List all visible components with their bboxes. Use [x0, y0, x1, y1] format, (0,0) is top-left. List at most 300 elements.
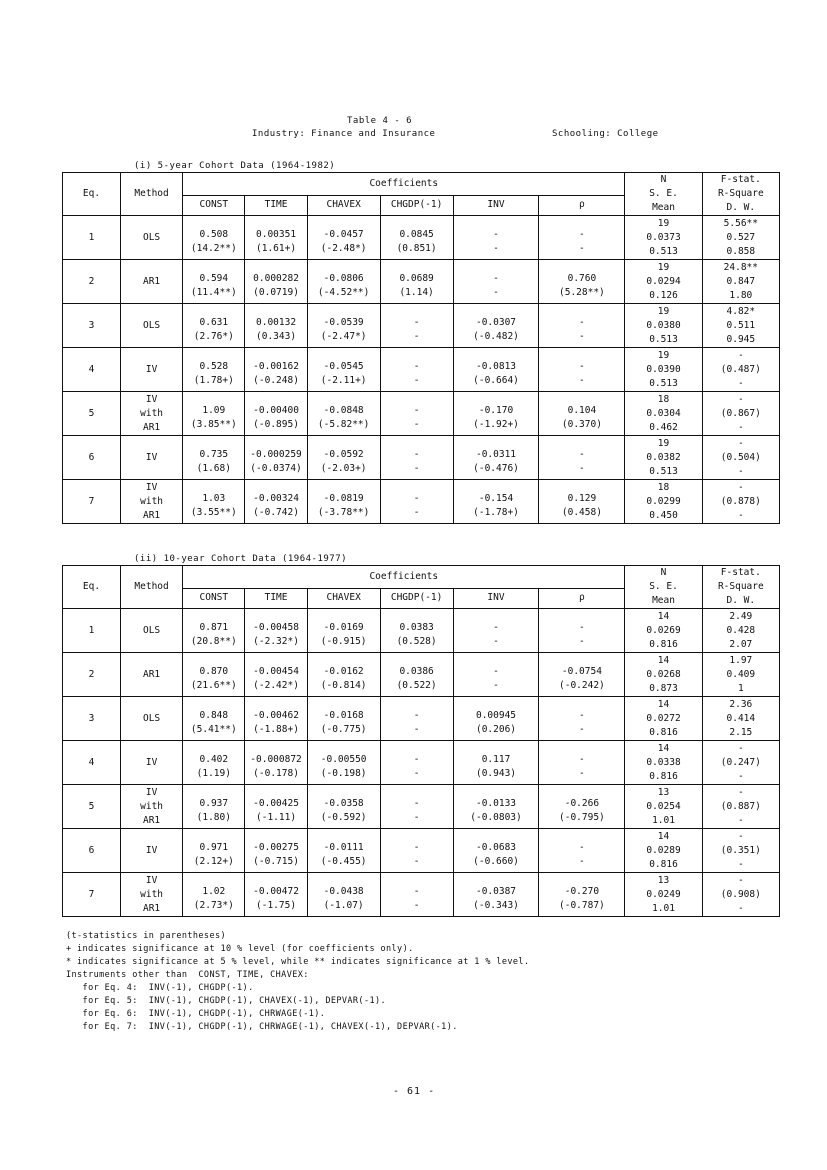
t-statistic: (-1.75) — [256, 899, 297, 911]
table-notes — [66, 930, 529, 1034]
t-statistic: - — [493, 679, 499, 691]
stat-value: 0.0254 — [646, 800, 681, 812]
t-statistic: (-0.592) — [320, 811, 367, 823]
coefficient-value: 0.871 — [199, 621, 229, 633]
chavex-cell — [307, 304, 380, 348]
method-cell — [120, 653, 182, 697]
panel-caption: (ii) 10-year Cohort Data (1964-1977) — [134, 554, 348, 564]
stat-value: 14 — [657, 654, 670, 666]
n-se-mean-header — [625, 566, 702, 609]
method-label: IV — [145, 756, 158, 768]
coefficient-value: -0.00162 — [253, 360, 299, 372]
chavex-cell — [307, 260, 380, 304]
inv-cell — [453, 480, 539, 524]
inv-cell — [453, 609, 539, 653]
method-label: AR1 — [142, 902, 161, 914]
t-statistic: (1.80) — [196, 811, 231, 823]
method-cell — [120, 873, 182, 917]
frd-cell — [702, 741, 779, 785]
stat-value: 0.0249 — [646, 888, 681, 900]
method-cell — [120, 785, 182, 829]
stat-value: 19 — [657, 349, 670, 361]
frd-cell — [702, 304, 779, 348]
const-cell — [183, 741, 245, 785]
t-statistic: (5.28**) — [559, 286, 605, 298]
stat-value: 0.513 — [649, 465, 678, 477]
table-row — [63, 216, 780, 260]
stat-value: 18 — [657, 481, 670, 493]
column-header-label: R-Square — [717, 581, 764, 592]
stat-value: 0.527 — [726, 231, 756, 243]
method-label: OLS — [142, 712, 161, 724]
stat-value: 0.945 — [726, 333, 756, 345]
t-statistic: - — [579, 723, 585, 735]
column-header-label: Mean — [652, 595, 675, 606]
stat-value: (0.867) — [720, 407, 761, 419]
coef-column-header: CHGDP(-1) — [380, 588, 453, 608]
method-label: IV — [145, 844, 158, 856]
time-cell — [245, 697, 307, 741]
rho-cell — [539, 697, 625, 741]
stat-value: - — [737, 481, 744, 493]
industry-label: Industry: Finance and Insurance — [252, 129, 436, 139]
chavex-cell — [307, 741, 380, 785]
t-statistic: (-0.476) — [473, 462, 519, 474]
chavex-cell — [307, 609, 380, 653]
stat-value: - — [737, 830, 744, 842]
coefficient-value: 0.508 — [199, 228, 229, 240]
eq-number: 7 — [63, 873, 121, 917]
const-cell — [183, 216, 245, 260]
t-statistic: - — [579, 767, 585, 779]
coefficient-value: - — [579, 360, 585, 372]
coefficient-value: -0.0307 — [475, 316, 517, 328]
coefficient-value: - — [413, 448, 420, 460]
t-statistic: - — [413, 506, 420, 518]
inv-cell — [453, 741, 539, 785]
chavex-cell — [307, 392, 380, 436]
column-header-label: D. W. — [726, 202, 756, 213]
stat-value: (0.351) — [720, 844, 761, 856]
t-statistic: (-0.787) — [559, 899, 605, 911]
const-cell — [183, 785, 245, 829]
t-statistic: (2.73*) — [193, 899, 234, 911]
t-statistic: (0.528) — [396, 635, 437, 647]
t-statistic: (-0.814) — [320, 679, 367, 691]
coefficient-value: 0.631 — [199, 316, 229, 328]
chgdp-cell — [380, 609, 453, 653]
coefficient-value: - — [493, 272, 499, 284]
rho-cell — [539, 216, 625, 260]
time-cell — [245, 653, 307, 697]
coefficient-value: - — [579, 621, 585, 633]
method-label: IV — [145, 451, 158, 463]
stat-value: 0.462 — [649, 421, 678, 433]
t-statistic: - — [493, 635, 499, 647]
stat-value: 0.816 — [649, 770, 678, 782]
rho-cell — [539, 873, 625, 917]
chgdp-cell — [380, 697, 453, 741]
coefficient-value: - — [413, 753, 420, 765]
nsm-cell — [625, 873, 702, 917]
fstat-header — [702, 173, 779, 216]
coefficient-value: - — [579, 228, 585, 240]
stat-value: 0.513 — [649, 333, 678, 345]
frd-cell — [702, 829, 779, 873]
t-statistic: (-2.47*) — [320, 330, 367, 342]
coefficient-value: - — [579, 753, 585, 765]
inv-cell — [453, 348, 539, 392]
column-header-label: F-stat. — [720, 174, 761, 185]
method-cell — [120, 697, 182, 741]
t-statistic: (-0.0374) — [250, 462, 302, 474]
table-row — [63, 829, 780, 873]
stat-value: 0.0338 — [646, 756, 681, 768]
stat-value: 14 — [657, 698, 670, 710]
const-cell — [183, 829, 245, 873]
coef-column-header: ρ — [539, 588, 625, 608]
time-cell — [245, 609, 307, 653]
stat-value: - — [737, 814, 744, 826]
coef-column-header: ρ — [539, 195, 625, 215]
coef-column-header: CHGDP(-1) — [380, 195, 453, 215]
note-line: (t-statistics in parentheses) — [66, 931, 227, 941]
rho-cell — [539, 392, 625, 436]
table-row — [63, 873, 780, 917]
table-row — [63, 480, 780, 524]
table-row — [63, 653, 780, 697]
coef-column-header: INV — [453, 588, 539, 608]
stat-value: 4.82* — [726, 305, 756, 317]
const-cell — [183, 260, 245, 304]
coefficient-value: -0.000872 — [250, 753, 302, 765]
stat-value: 19 — [657, 261, 670, 273]
t-statistic: (20.8**) — [190, 635, 237, 647]
inv-cell — [453, 829, 539, 873]
t-statistic: (-0.895) — [253, 418, 299, 430]
eq-number: 3 — [63, 697, 121, 741]
method-header: Method — [120, 173, 182, 216]
t-statistic: (-1.92+) — [473, 418, 519, 430]
stat-value: 0.0294 — [646, 275, 681, 287]
time-cell — [245, 741, 307, 785]
t-statistic: - — [413, 899, 420, 911]
frd-cell — [702, 348, 779, 392]
stat-value: 0.0268 — [646, 668, 681, 680]
coefficient-value: - — [579, 316, 585, 328]
chavex-cell — [307, 697, 380, 741]
method-label: AR1 — [142, 275, 161, 287]
nsm-cell — [625, 609, 702, 653]
panel-caption: (i) 5-year Cohort Data (1964-1982) — [134, 161, 336, 171]
coefficient-value: -0.00462 — [253, 709, 299, 721]
stat-value: 2.15 — [729, 726, 753, 738]
eq-number: 6 — [63, 829, 121, 873]
method-cell — [120, 216, 182, 260]
stat-value: 0.0304 — [646, 407, 681, 419]
coefficient-value: -0.0545 — [323, 360, 364, 372]
eq-number: 3 — [63, 304, 121, 348]
nsm-cell — [625, 829, 702, 873]
method-label: OLS — [142, 319, 161, 331]
t-statistic: - — [493, 242, 499, 254]
coefficient-value: -0.0111 — [323, 841, 364, 853]
inv-cell — [453, 785, 539, 829]
stat-value: 19 — [657, 217, 670, 229]
stat-value: (0.487) — [720, 363, 761, 375]
table-row — [63, 392, 780, 436]
chgdp-cell — [380, 436, 453, 480]
rho-cell — [539, 829, 625, 873]
method-header: Method — [120, 566, 182, 609]
time-cell — [245, 216, 307, 260]
stat-value: 0.816 — [649, 726, 678, 738]
t-statistic: (-0.343) — [473, 899, 519, 911]
const-cell — [183, 436, 245, 480]
frd-cell — [702, 216, 779, 260]
t-statistic: (0.943) — [475, 767, 517, 779]
coefficient-value: - — [413, 316, 420, 328]
coefficient-value: 1.02 — [202, 885, 226, 897]
nsm-cell — [625, 785, 702, 829]
chgdp-cell — [380, 785, 453, 829]
method-label: AR1 — [142, 421, 161, 433]
time-cell — [245, 436, 307, 480]
coefficient-value: - — [493, 665, 499, 677]
stat-value: - — [737, 509, 744, 521]
coefficient-value: -0.00458 — [253, 621, 299, 633]
t-statistic: (1.14) — [399, 286, 434, 298]
coefficient-value: 0.00351 — [256, 228, 297, 240]
coefficient-value: - — [413, 492, 420, 504]
eq-number: 1 — [63, 609, 121, 653]
coefficient-value: 1.03 — [202, 492, 226, 504]
coefficients-header: Coefficients — [183, 173, 625, 196]
t-statistic: (-0.715) — [253, 855, 299, 867]
t-statistic: (-0.482) — [473, 330, 519, 342]
const-cell — [183, 873, 245, 917]
time-cell — [245, 829, 307, 873]
stat-value: (0.504) — [720, 451, 761, 463]
nsm-cell — [625, 392, 702, 436]
t-statistic: - — [579, 855, 585, 867]
coefficient-value: -0.00425 — [253, 797, 299, 809]
stat-value: 19 — [657, 437, 670, 449]
frd-cell — [702, 609, 779, 653]
chgdp-cell — [380, 304, 453, 348]
frd-cell — [702, 480, 779, 524]
table-row — [63, 697, 780, 741]
t-statistic: - — [579, 242, 585, 254]
stat-value: - — [737, 874, 744, 886]
coefficient-value: - — [579, 448, 585, 460]
stat-value: 1 — [737, 682, 744, 694]
coefficient-value: - — [413, 360, 420, 372]
frd-cell — [702, 653, 779, 697]
rho-cell — [539, 741, 625, 785]
table-row — [63, 785, 780, 829]
t-statistic: (-0.775) — [320, 723, 367, 735]
frd-cell — [702, 436, 779, 480]
t-statistic: (11.4**) — [190, 286, 237, 298]
stat-value: 0.428 — [726, 624, 756, 636]
chavex-cell — [307, 829, 380, 873]
t-statistic: (0.522) — [396, 679, 437, 691]
coefficient-value: 0.848 — [199, 709, 229, 721]
stat-value: 0.0382 — [646, 451, 681, 463]
coefficient-value: -0.0169 — [323, 621, 364, 633]
t-statistic: - — [413, 462, 420, 474]
t-statistic: (14.2**) — [190, 242, 237, 254]
method-cell — [120, 260, 182, 304]
t-statistic: (-0.742) — [253, 506, 299, 518]
t-statistic: (-0.660) — [473, 855, 519, 867]
coefficient-value: -0.154 — [478, 492, 514, 504]
chgdp-cell — [380, 392, 453, 436]
coefficient-value: -0.0683 — [475, 841, 517, 853]
stat-value: - — [737, 786, 744, 798]
coefficient-value: -0.0848 — [323, 404, 364, 416]
method-cell — [120, 436, 182, 480]
time-cell — [245, 304, 307, 348]
chavex-cell — [307, 348, 380, 392]
stat-value: 0.450 — [649, 509, 678, 521]
coefficient-value: -0.0754 — [561, 665, 602, 677]
coefficient-value: -0.270 — [564, 885, 600, 897]
coefficient-value: -0.00275 — [253, 841, 299, 853]
coefficient-value: -0.0438 — [323, 885, 364, 897]
coefficient-value: 0.117 — [481, 753, 511, 765]
t-statistic: - — [579, 635, 585, 647]
coefficient-value: -0.0813 — [475, 360, 517, 372]
eq-number: 4 — [63, 741, 121, 785]
eq-number: 7 — [63, 480, 121, 524]
const-cell — [183, 348, 245, 392]
t-statistic: (-2.42*) — [253, 679, 299, 691]
t-statistic: - — [493, 286, 499, 298]
chavex-cell — [307, 873, 380, 917]
t-statistic: - — [413, 723, 420, 735]
const-cell — [183, 304, 245, 348]
rho-cell — [539, 653, 625, 697]
chgdp-cell — [380, 348, 453, 392]
note-line: for Eq. 6: INV(-1), CHGDP(-1), CHRWAGE(-1). — [66, 1009, 326, 1019]
frd-cell — [702, 785, 779, 829]
coefficient-value: -0.00324 — [253, 492, 299, 504]
stat-value: 0.0299 — [646, 495, 681, 507]
column-header-label: F-stat. — [720, 567, 761, 578]
stat-value: 0.0380 — [646, 319, 681, 331]
nsm-cell — [625, 348, 702, 392]
method-label: AR1 — [142, 814, 161, 826]
coefficient-value: 0.129 — [567, 492, 597, 504]
coef-column-header: TIME — [245, 588, 307, 608]
inv-cell — [453, 653, 539, 697]
coefficient-value: - — [413, 797, 420, 809]
t-statistic: - — [579, 374, 585, 386]
stat-value: - — [737, 377, 744, 389]
stat-value: 0.0289 — [646, 844, 681, 856]
t-statistic: (2.12+) — [193, 855, 234, 867]
stat-value: 1.01 — [652, 902, 675, 914]
stat-value: 14 — [657, 742, 670, 754]
stat-value: 24.8** — [723, 261, 758, 273]
inv-cell — [453, 304, 539, 348]
rho-cell — [539, 480, 625, 524]
t-statistic: (-5.82**) — [317, 418, 370, 430]
nsm-cell — [625, 697, 702, 741]
coefficient-value: -0.0133 — [475, 797, 517, 809]
t-statistic: (0.370) — [561, 418, 602, 430]
coefficient-value: 0.594 — [199, 272, 229, 284]
t-statistic: (-2.48*) — [320, 242, 367, 254]
time-cell — [245, 348, 307, 392]
stat-value: - — [737, 349, 744, 361]
stat-value: 2.49 — [729, 610, 753, 622]
time-cell — [245, 392, 307, 436]
t-statistic: (-0.664) — [473, 374, 519, 386]
chgdp-cell — [380, 873, 453, 917]
coef-column-header: TIME — [245, 195, 307, 215]
coefficient-value: -0.0457 — [323, 228, 364, 240]
const-cell — [183, 697, 245, 741]
rho-cell — [539, 260, 625, 304]
coefficients-header: Coefficients — [183, 566, 625, 589]
stat-value: 0.873 — [649, 682, 678, 694]
eq-number: 2 — [63, 653, 121, 697]
column-header-label: D. W. — [726, 595, 756, 606]
coefficient-value: -0.0819 — [323, 492, 364, 504]
stat-value: 5.56** — [723, 217, 758, 229]
regression-table-10yr — [62, 565, 780, 917]
rho-cell — [539, 436, 625, 480]
eq-number: 5 — [63, 785, 121, 829]
column-header-label: N — [660, 567, 667, 578]
time-cell — [245, 480, 307, 524]
method-label: IV — [145, 393, 158, 405]
chavex-cell — [307, 436, 380, 480]
inv-cell — [453, 216, 539, 260]
coefficient-value: 0.760 — [567, 272, 597, 284]
t-statistic: (21.6**) — [190, 679, 237, 691]
method-label: with — [140, 800, 164, 812]
stat-value: 0.409 — [726, 668, 756, 680]
method-label: IV — [145, 481, 158, 493]
t-statistic: (-0.455) — [320, 855, 367, 867]
t-statistic: (-0.248) — [253, 374, 299, 386]
frd-cell — [702, 873, 779, 917]
method-label: OLS — [142, 624, 161, 636]
table-row — [63, 260, 780, 304]
coefficient-value: -0.0539 — [323, 316, 364, 328]
chgdp-cell — [380, 829, 453, 873]
stat-value: 0.847 — [726, 275, 756, 287]
t-statistic: (-0.242) — [559, 679, 605, 691]
method-label: AR1 — [142, 509, 161, 521]
t-statistic: (1.19) — [196, 767, 231, 779]
const-cell — [183, 653, 245, 697]
method-cell — [120, 348, 182, 392]
t-statistic: (-3.78**) — [317, 506, 370, 518]
table-row — [63, 436, 780, 480]
method-cell — [120, 392, 182, 436]
note-line: for Eq. 4: INV(-1), CHGDP(-1). — [66, 983, 254, 993]
stat-value: 13 — [657, 874, 670, 886]
t-statistic: (-0.795) — [559, 811, 605, 823]
stat-value: 14 — [657, 610, 670, 622]
const-cell — [183, 392, 245, 436]
coefficient-value: - — [579, 709, 585, 721]
